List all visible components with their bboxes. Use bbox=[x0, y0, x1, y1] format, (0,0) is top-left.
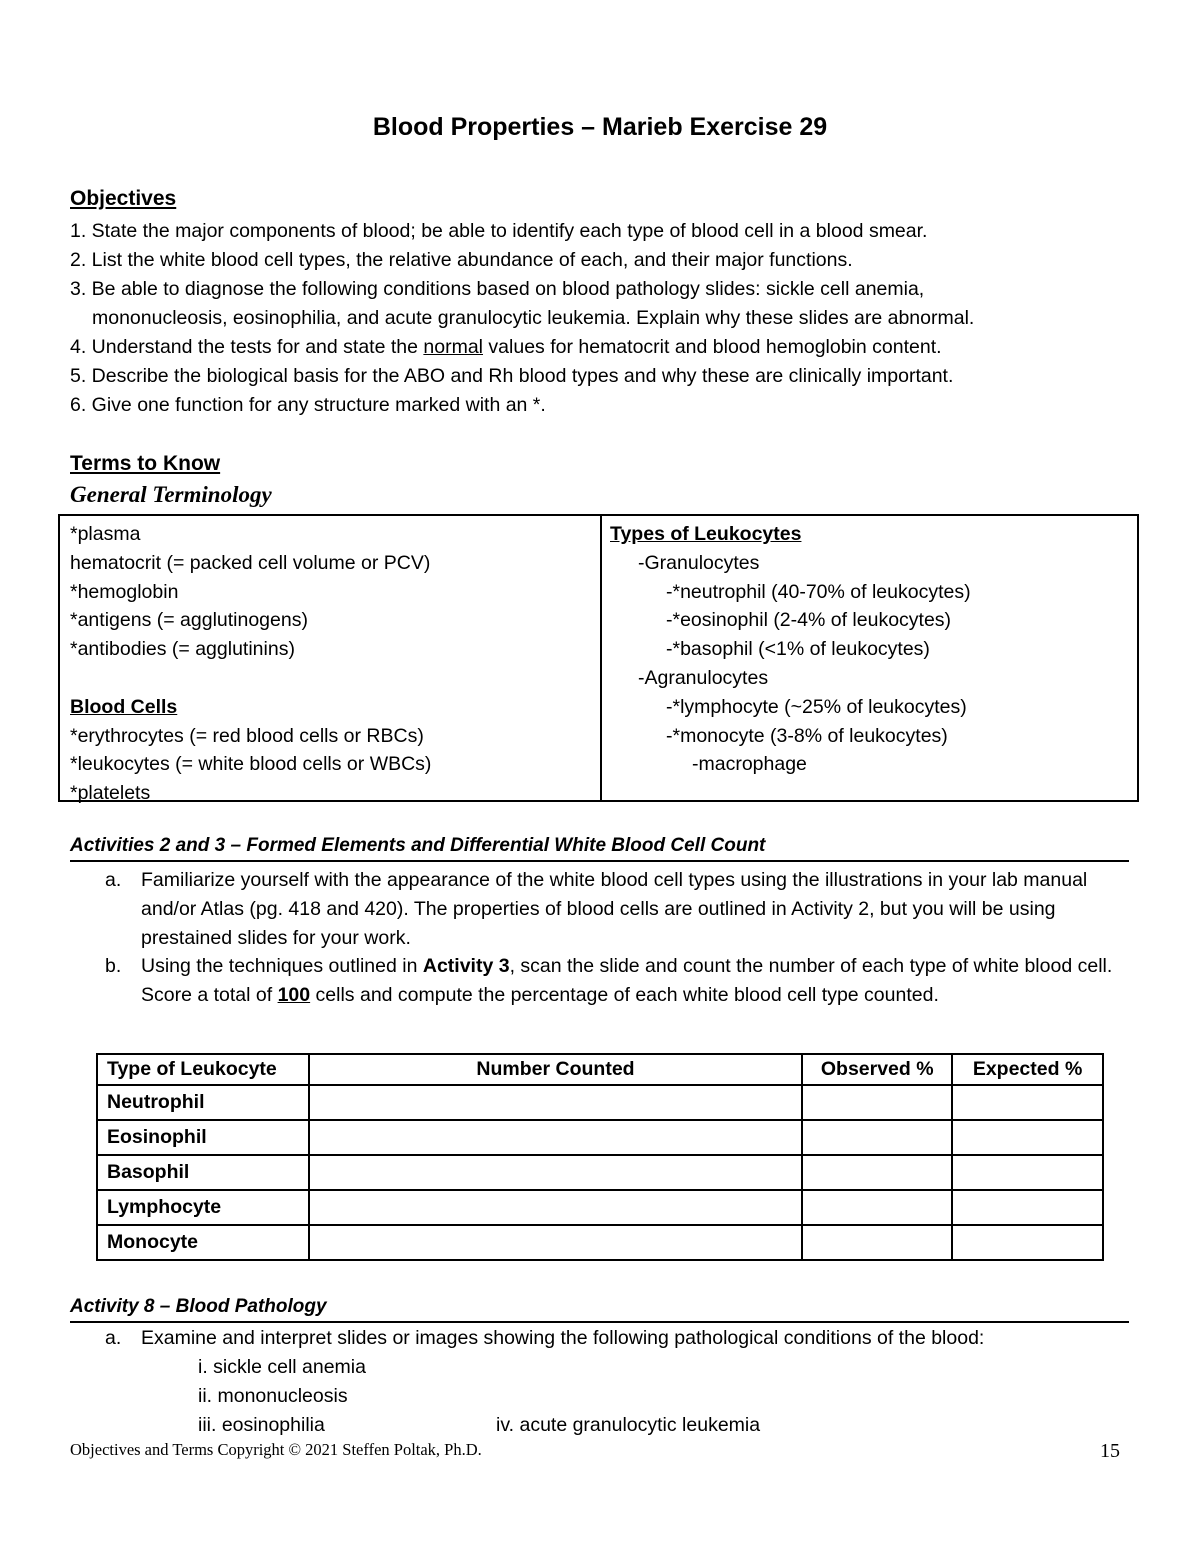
term-lymphocyte: -*lymphocyte (~25% of leukocytes) bbox=[666, 695, 967, 718]
term-neutrophil: -*neutrophil (40-70% of leukocytes) bbox=[666, 580, 971, 603]
item-b-activity3: Activity 3 bbox=[422, 955, 510, 977]
basophil-expected-cell[interactable] bbox=[952, 1155, 1103, 1190]
header-number-counted: Number Counted bbox=[309, 1054, 803, 1085]
eosinophil-count-cell[interactable] bbox=[309, 1120, 803, 1155]
term-hemoglobin: *hemoglobin bbox=[70, 580, 179, 603]
table-row bbox=[97, 1085, 1103, 1120]
activity-2-3-rule bbox=[70, 860, 1129, 862]
copyright-footer: Objectives and Terms Copyright © 2021 Steffen Poltak, Ph.D. bbox=[70, 1440, 482, 1459]
term-macrophage: -macrophage bbox=[692, 753, 807, 776]
row-label-monocyte: Monocyte bbox=[97, 1225, 309, 1260]
term-basophil: -*basophil (<1% of leukocytes) bbox=[666, 638, 930, 661]
condition-sickle-cell: i. sickle cell anemia bbox=[198, 1356, 366, 1378]
activity-8-rule bbox=[70, 1321, 1129, 1323]
basophil-observed-cell[interactable] bbox=[802, 1155, 952, 1190]
term-leukocytes: *leukocytes (= white blood cells or WBCs) bbox=[70, 753, 432, 776]
item-b-pre: Using the techniques outlined in bbox=[141, 955, 423, 977]
term-agranulocytes: -Agranulocytes bbox=[638, 666, 769, 689]
page-title: Blood Properties – Marieb Exercise 29 bbox=[372, 113, 828, 141]
activity-2-3-item-b bbox=[105, 952, 1135, 1042]
term-granulocytes: -Granulocytes bbox=[638, 551, 760, 574]
term-platelets: *platelets bbox=[70, 782, 151, 805]
objective-4 bbox=[70, 333, 942, 362]
item-a-text: Familiarize yourself with the appearance of the white blood cell types using the illustrations in your lab manual and/or Atlas (pg. 418 and 420). The properties of blood cells are outlined in Activity 2, but you will be using prestained slides for your work. bbox=[141, 869, 1088, 949]
objective-4-before: 4. Understand the tests for and state the bbox=[70, 336, 424, 358]
objective-3-cont: mononucleosis, eosinophilia, and acute granulocytic leukemia. Explain why these slides are abnormal. bbox=[92, 307, 975, 329]
wbc-count-table bbox=[96, 1053, 1104, 1261]
table-row bbox=[97, 1190, 1103, 1225]
header-type: Type of Leukocyte bbox=[97, 1054, 309, 1085]
terms-right-column bbox=[610, 520, 971, 779]
objective-6: 6. Give one function for any structure marked with an *. bbox=[70, 394, 546, 416]
activity-8-a-label: a. bbox=[105, 1327, 122, 1349]
term-plasma: *plasma bbox=[70, 523, 141, 545]
item-b-text bbox=[141, 952, 1131, 1010]
basophil-count-cell[interactable] bbox=[309, 1155, 803, 1190]
eosinophil-observed-cell[interactable] bbox=[802, 1120, 952, 1155]
item-b-post: cells and compute the percentage of each white blood cell type counted. bbox=[310, 984, 939, 1006]
objective-1: 1. State the major components of blood; be able to identify each type of blood cell in a blood smear. bbox=[70, 220, 928, 242]
row-label-basophil: Basophil bbox=[97, 1155, 309, 1190]
header-observed: Observed % bbox=[802, 1054, 952, 1085]
terms-left-column bbox=[70, 520, 431, 808]
condition-eosinophilia: iii. eosinophilia bbox=[198, 1414, 325, 1436]
general-terminology-heading: General Terminology bbox=[70, 482, 272, 507]
item-a-label: a. bbox=[105, 869, 122, 891]
objective-4-normal: normal bbox=[423, 336, 483, 358]
objective-5: 5. Describe the biological basis for the ABO and Rh blood types and why these are clinically important. bbox=[70, 365, 954, 387]
term-eosinophil: -*eosinophil (2-4% of leukocytes) bbox=[666, 609, 952, 632]
terms-box bbox=[58, 514, 1139, 805]
lymphocyte-expected-cell[interactable] bbox=[952, 1190, 1103, 1225]
neutrophil-expected-cell[interactable] bbox=[952, 1085, 1103, 1120]
objective-2: 2. List the white blood cell types, the relative abundance of each, and their major functions. bbox=[70, 249, 853, 271]
objectives-heading: Objectives bbox=[70, 187, 177, 210]
condition-mononucleosis: ii. mononucleosis bbox=[198, 1385, 348, 1407]
header-expected: Expected % bbox=[952, 1054, 1103, 1085]
table-row bbox=[97, 1225, 1103, 1260]
monocyte-observed-cell[interactable] bbox=[802, 1225, 952, 1260]
monocyte-count-cell[interactable] bbox=[309, 1225, 803, 1260]
table-header-row bbox=[97, 1054, 1103, 1085]
objective-4-after: values for hematocrit and blood hemoglobin content. bbox=[483, 336, 942, 358]
table-row bbox=[97, 1120, 1103, 1155]
lymphocyte-count-cell[interactable] bbox=[309, 1190, 803, 1225]
page-number: 15 bbox=[1100, 1440, 1120, 1462]
activity-8-a-text: Examine and interpret slides or images showing the following pathological conditions of the blood: bbox=[141, 1327, 985, 1349]
blood-cells-heading: Blood Cells bbox=[70, 695, 178, 718]
activity-2-3-item-a bbox=[105, 866, 1135, 956]
monocyte-expected-cell[interactable] bbox=[952, 1225, 1103, 1260]
term-antibodies: *antibodies (= agglutinins) bbox=[70, 638, 295, 661]
activity-2-3-heading: Activities 2 and 3 – Formed Elements and Differential White Blood Cell Count bbox=[70, 835, 766, 856]
term-hematocrit: hematocrit (= packed cell volume or PCV) bbox=[70, 551, 431, 574]
activity-8-item-a bbox=[105, 1324, 1135, 1354]
row-label-lymphocyte: Lymphocyte bbox=[97, 1190, 309, 1225]
activity-8-heading: Activity 8 – Blood Pathology bbox=[70, 1296, 327, 1317]
term-erythrocytes: *erythrocytes (= red blood cells or RBCs) bbox=[70, 724, 424, 747]
terms-heading: Terms to Know bbox=[70, 452, 221, 475]
terms-divider bbox=[600, 516, 602, 800]
item-b-100: 100 bbox=[277, 984, 311, 1006]
lymphocyte-observed-cell[interactable] bbox=[802, 1190, 952, 1225]
item-b-mid: , scan the slide and count the number of each type of white blood cell. Score a total of bbox=[141, 955, 1113, 1006]
objective-3: 3. Be able to diagnose the following conditions based on blood pathology slides: sickle cell anemia, bbox=[70, 278, 925, 300]
row-label-neutrophil: Neutrophil bbox=[97, 1085, 309, 1120]
neutrophil-count-cell[interactable] bbox=[309, 1085, 803, 1120]
term-monocyte: -*monocyte (3-8% of leukocytes) bbox=[666, 724, 948, 747]
term-antigens: *antigens (= agglutinogens) bbox=[70, 609, 308, 632]
item-b-label: b. bbox=[105, 955, 122, 977]
row-label-eosinophil: Eosinophil bbox=[97, 1120, 309, 1155]
neutrophil-observed-cell[interactable] bbox=[802, 1085, 952, 1120]
table-row bbox=[97, 1155, 1103, 1190]
eosinophil-expected-cell[interactable] bbox=[952, 1120, 1103, 1155]
types-of-leukocytes-heading: Types of Leukocytes bbox=[610, 523, 802, 545]
condition-leukemia: iv. acute granulocytic leukemia bbox=[496, 1414, 761, 1436]
